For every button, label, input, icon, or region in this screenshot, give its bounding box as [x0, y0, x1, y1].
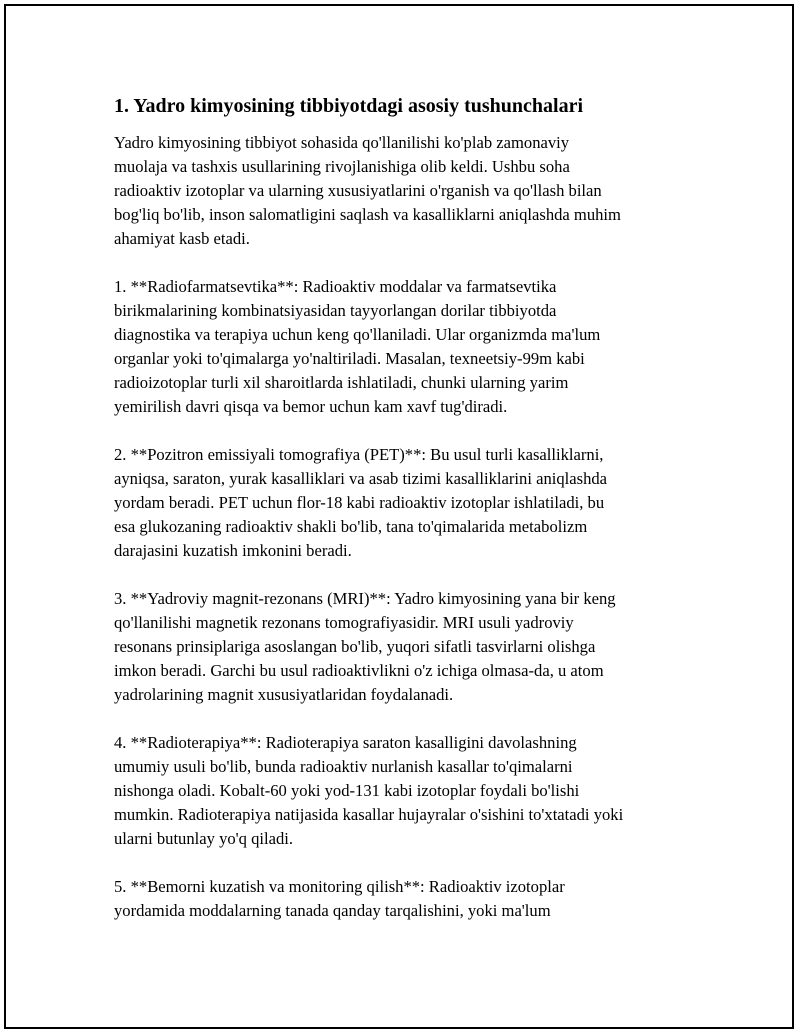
text-line: yordamida moddalarning tanada qanday tarqalishini, yoki ma'lum — [114, 901, 551, 920]
text-line: resonans prinsiplariga asoslangan bo'lib, yuqori sifatli tasvirlarni olishga — [114, 637, 596, 656]
text-line: diagnostika va terapiya uchun keng qo'llaniladi. Ular organizmda ma'lum — [114, 325, 601, 344]
text-line: radioaktiv izotoplar va ularning xususiyatlarini o'rganish va qo'llash bilan — [114, 181, 602, 200]
text-line: radioizotoplar turli xil sharoitlarda ishlatiladi, chunki ularning yarim — [114, 373, 569, 392]
text-line: ayniqsa, saraton, yurak kasalliklari va asab tizimi kasalliklarini aniqlashda — [114, 469, 608, 488]
list-item-radiofarmatsevtika — [114, 275, 689, 419]
text-line: mumkin. Radioterapiya natijasida kasallar hujayralar o'sishini to'xtatadi yoki — [114, 805, 624, 824]
text-line: imkon beradi. Garchi bu usul radioaktivlikni o'z ichiga olmasa-da, u atom — [114, 661, 604, 680]
list-item-mri — [114, 587, 689, 707]
list-item-monitoring — [114, 875, 689, 923]
text-line: qo'llanilishi magnetik rezonans tomografiyasidir. MRI usuli yadroviy — [114, 613, 574, 632]
text-line: yadrolarining magnit xususiyatlaridan foydalanadi. — [114, 685, 454, 704]
text-line: darajasini kuzatish imkonini beradi. — [114, 541, 352, 560]
text-line: Yadro kimyosining tibbiyot sohasida qo'llanilishi ko'plab zamonaviy — [114, 133, 570, 152]
list-item-pet — [114, 443, 689, 563]
text-line: organlar yoki to'qimalarga yo'naltiriladi. Masalan, texneetsiy-99m kabi — [114, 349, 585, 368]
text-line: 5. **Bemorni kuzatish va monitoring qilish**: Radioaktiv izotoplar — [114, 877, 565, 896]
list-item-radioterapiya — [114, 731, 689, 851]
text-line: umumiy usuli bo'lib, bunda radioaktiv nurlanish kasallar to'qimalarni — [114, 757, 573, 776]
text-line: 1. **Radiofarmatsevtika**: Radioaktiv moddalar va farmatsevtika — [114, 277, 557, 296]
text-line: 2. **Pozitron emissiyali tomografiya (PET)**: Bu usul turli kasalliklarni, — [114, 445, 604, 464]
text-line: ularni butunlay yo'q qiladi. — [114, 829, 294, 848]
intro-paragraph — [114, 131, 689, 251]
document-body — [114, 92, 689, 947]
text-line: esa glukozaning radioaktiv shakli bo'lib, tana to'qimalarida metabolizm — [114, 517, 588, 536]
section-heading: 1. Yadro kimyosining tibbiyotdagi asosiy tushunchalari — [114, 95, 584, 117]
text-line: ahamiyat kasb etadi. — [114, 229, 250, 248]
text-line: yordam beradi. PET uchun flor-18 kabi radioaktiv izotoplar ishlatiladi, bu — [114, 493, 605, 512]
text-line: yemirilish davri qisqa va bemor uchun kam xavf tug'diradi. — [114, 397, 508, 416]
text-line: nishonga oladi. Kobalt-60 yoki yod-131 kabi izotoplar foydali bo'lishi — [114, 781, 580, 800]
text-line: 3. **Yadroviy magnit-rezonans (MRI)**: Yadro kimyosining yana bir keng — [114, 589, 616, 608]
text-line: bog'liq bo'lib, inson salomatligini saqlash va kasalliklarni aniqlashda muhim — [114, 205, 621, 224]
text-line: 4. **Radioterapiya**: Radioterapiya saraton kasalligini davolashning — [114, 733, 577, 752]
text-line: birikmalarining kombinatsiyasidan tayyorlangan dorilar tibbiyotda — [114, 301, 557, 320]
text-line: muolaja va tashxis usullarining rivojlanishiga olib keldi. Ushbu soha — [114, 157, 570, 176]
